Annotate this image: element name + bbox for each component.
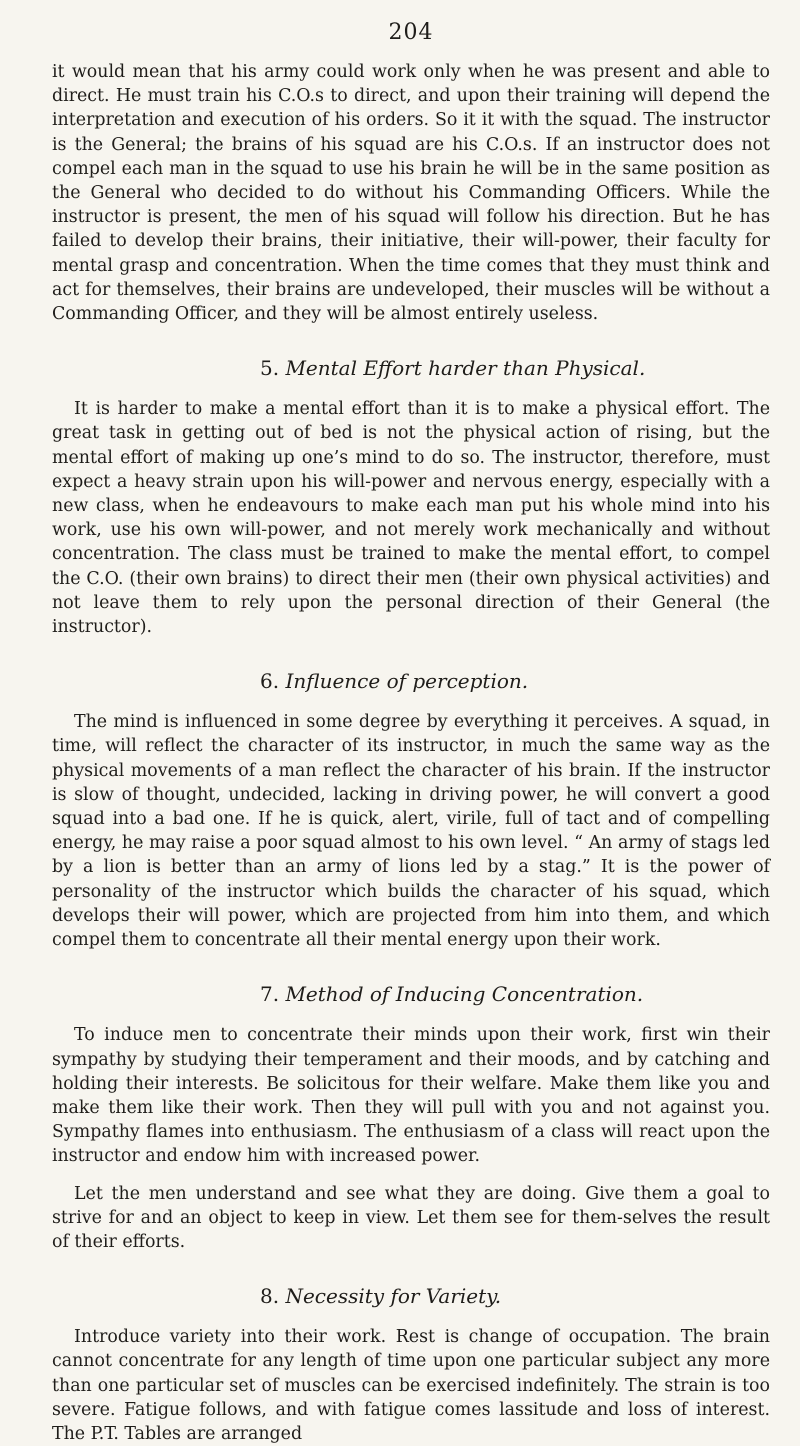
section-heading	[52, 355, 770, 381]
paragraph: Introduce variety into their work. Rest is change of occupation. The brain cannot concentrate for any length of time upon one particular subject any more than one particular set of muscles can be exercised indefinitely. The strain is too severe. Fatigue follows, and with fatigue comes lassitude and loss of interest. The P.T. Tables are arranged	[52, 1327, 770, 1444]
section-title: Method of Inducing Concentration.	[285, 982, 644, 1007]
paragraph: It is harder to make a mental effort than it is to make a physical effort. The great task in getting out of bed is not the physical action of rising, but the mental effort of making up one’s mind to do so. The instructor, therefore, must expect a heavy strain upon his will-power and nervous energy, especially with a new class, when he endeavours to make each man put his whole mind into his work, use his own will-power, and not merely work mechanically and without concentration. The class must be trained to make the mental effort, to compel the C.O. (their own brains) to direct their men (their own physical activities) and not leave them to rely upon the personal direction of their General (the instructor).	[52, 399, 770, 638]
intro-paragraph: it would mean that his army could work only when he was present and able to direct. He must train his C.O.s to direct, and upon their training will depend the interpretation and execution of his orders. So it it with the squad. The instructor is the General; the brains of his squad are his C.O.s. If an instructor does not compel each man in the squad to use his brain he will be in the same position as the General who decided to do without his Commanding Officers. While the instructor is present, the men of his squad will follow his direction. But he has failed to develop their brains, their initiative, their will-power, their faculty for mental grasp and concentration. When the time comes that they must think and act for themselves, their brains are undeveloped, their muscles will be without a Commanding Officer, and they will be almost entirely useless.	[52, 62, 770, 325]
paragraph: The mind is influenced in some degree by everything it perceives. A squad, in time, will reflect the character of its instructor, in much the same way as the physical movements of a man reflect the character of his brain. If the instructor is slow of thought, undecided, lacking in driving power, he will convert a good squad into a bad one. If he is quick, alert, virile, full of tact and of compelling energy, he may raise a poor squad almost to his own level. “ An army of stags led by a lion is better than an army of lions led by a stag.” It is the power of personality of the instructor which builds the character of his squad, which develops their will power, which are projected from him into them, and which compel them to concentrate all their mental energy upon their work.	[52, 712, 770, 951]
section-heading	[52, 668, 770, 694]
section-8	[52, 1254, 770, 1446]
section-number: 7.	[260, 982, 280, 1007]
section-heading	[52, 1283, 770, 1309]
paragraph: To induce men to concentrate their minds upon their work, first win their sympathy by studying their temperament and their moods, and by catching and holding their interests. Be solicitous for their welfare. Make them like you and make them like their work. Then they will pull with you and not against you. Sympathy flames into enthusiasm. The enthusiasm of a class will react upon the instructor and endow him with increased power.	[52, 1025, 770, 1167]
section-title: Necessity for Variety.	[285, 1284, 502, 1309]
section-number: 6.	[260, 669, 280, 694]
section-7	[52, 952, 770, 1254]
page-number: 204	[388, 20, 434, 45]
section-heading	[52, 981, 770, 1007]
section-5	[52, 326, 770, 639]
section-6	[52, 639, 770, 952]
paragraph: Let the men understand and see what they are doing. Give them a goal to strive for and an object to keep in view. Let them see for them-selves the result of their efforts.	[52, 1183, 770, 1252]
section-title: Mental Effort harder than Physical.	[285, 356, 646, 381]
section-title: Influence of perception.	[285, 669, 529, 694]
section-number: 5.	[260, 356, 280, 381]
section-number: 8.	[260, 1284, 280, 1309]
